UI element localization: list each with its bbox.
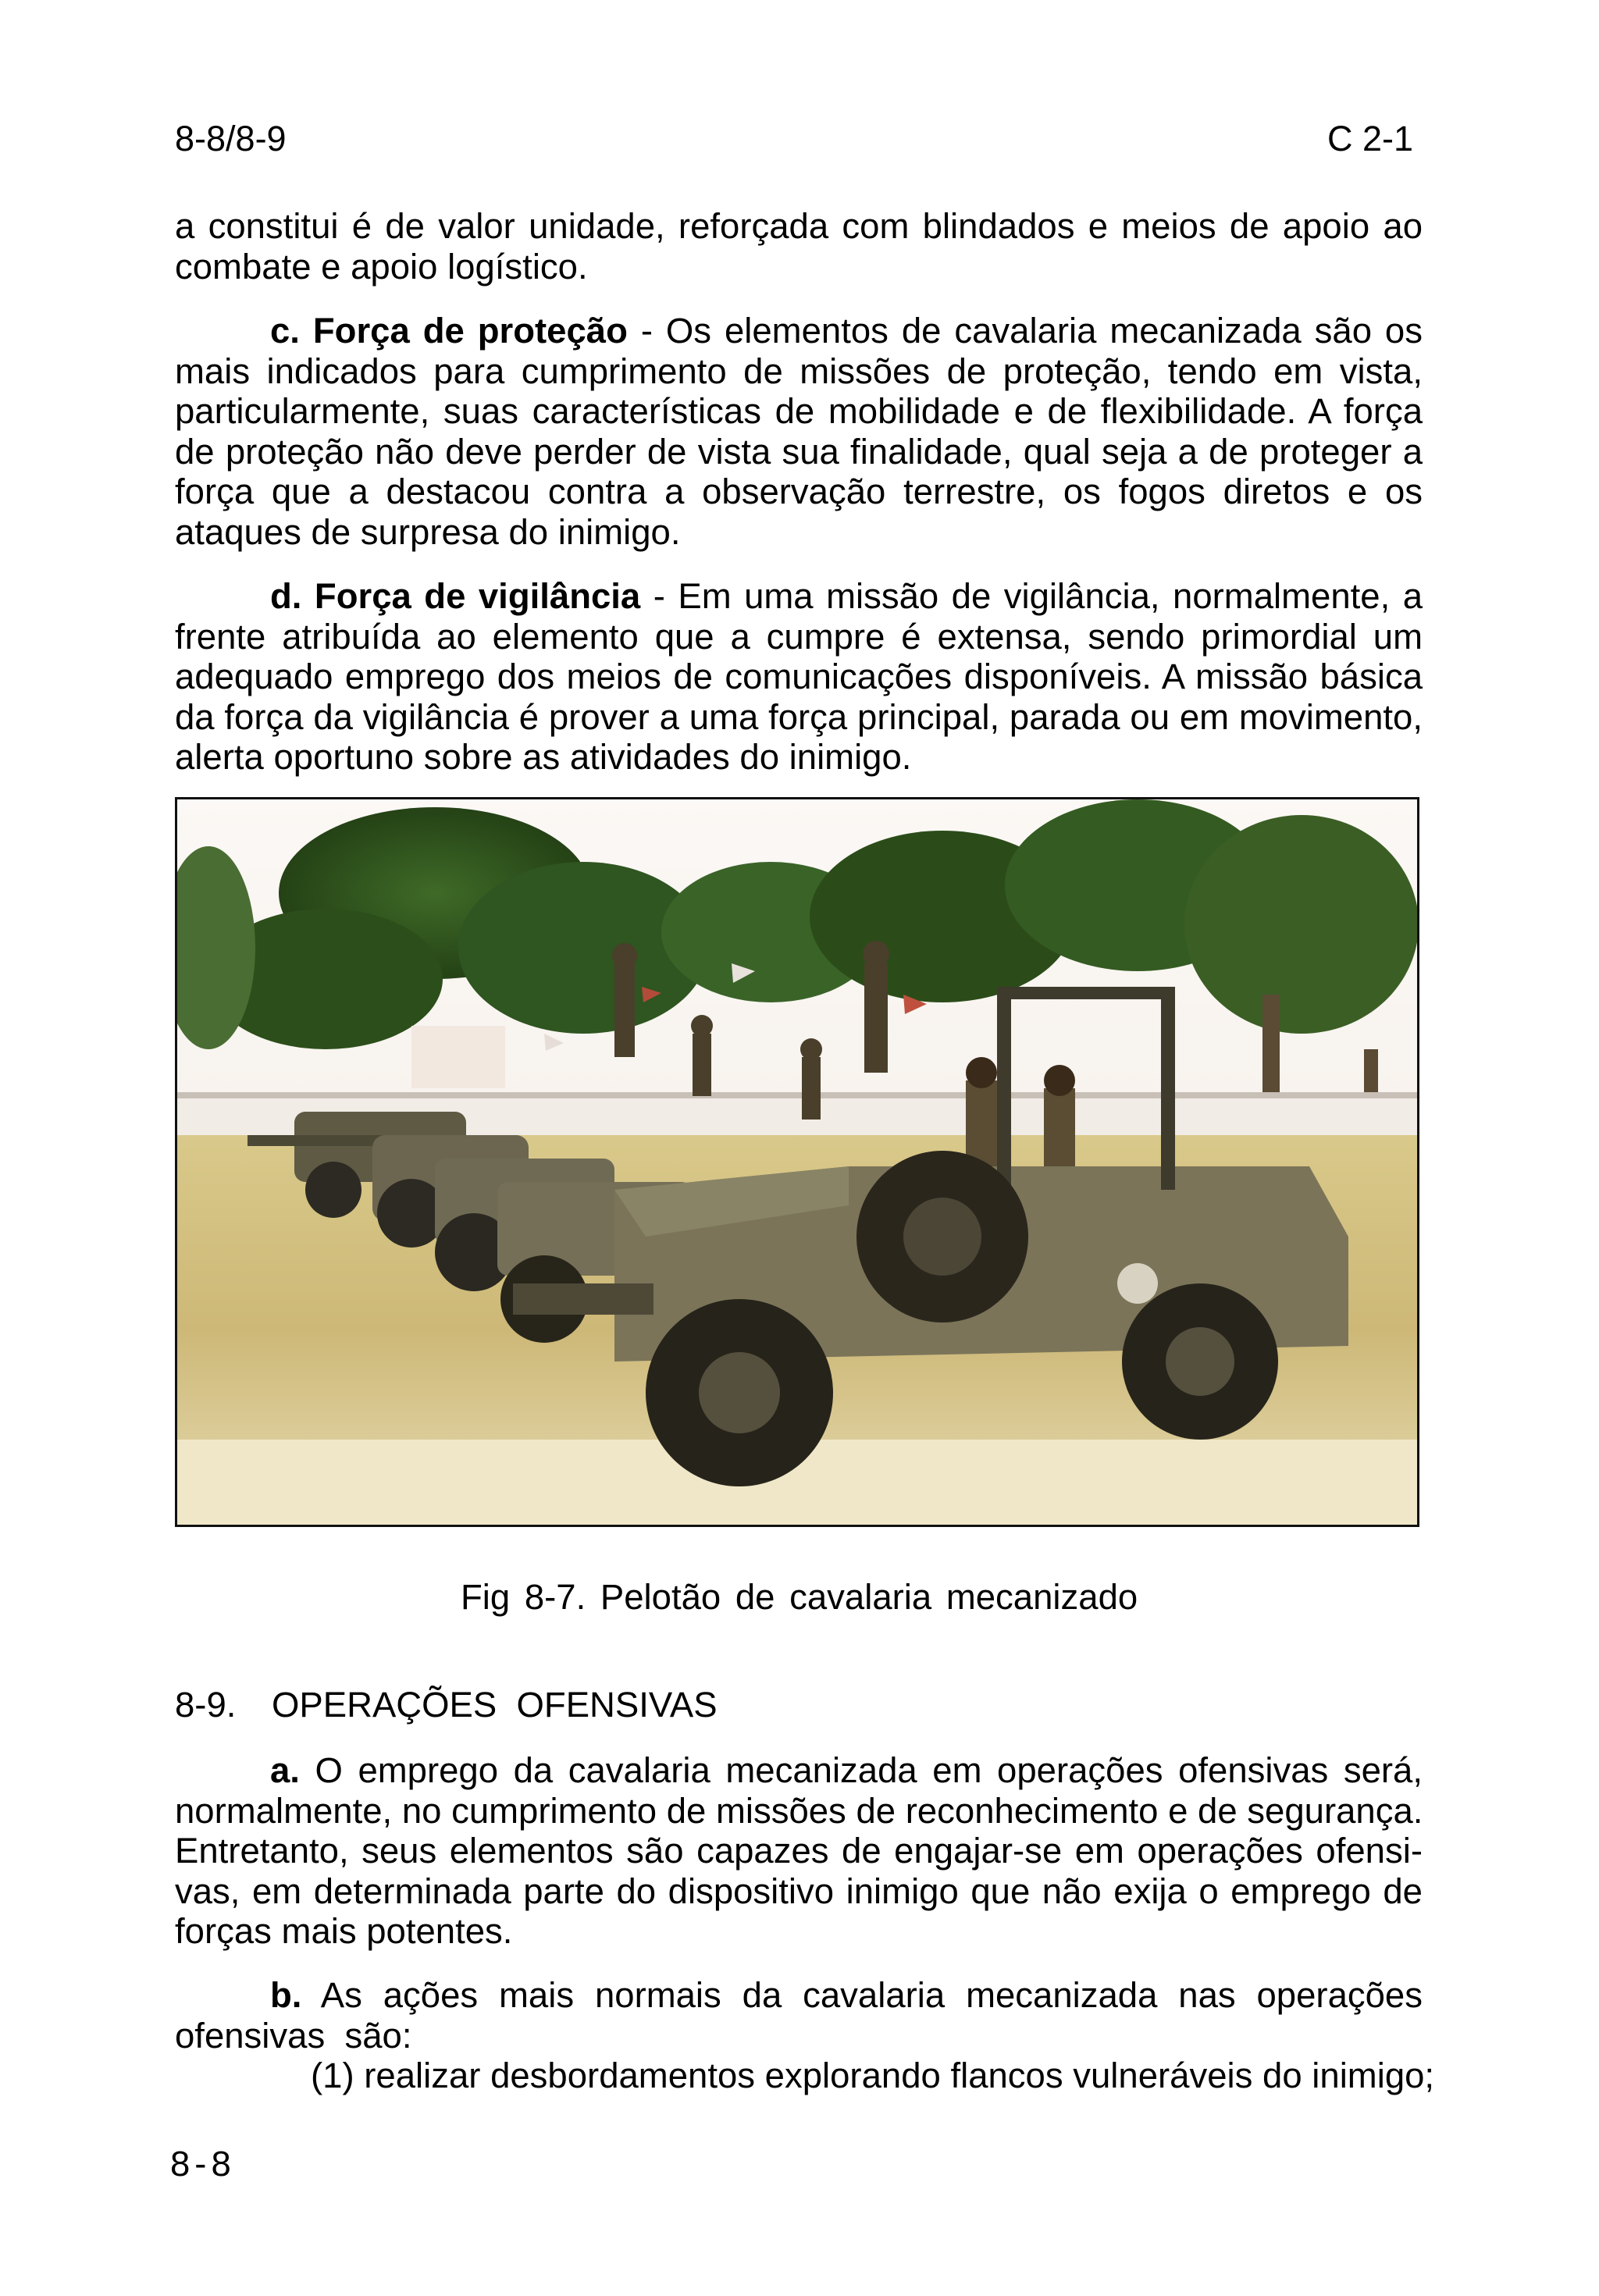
text-run: - Em uma missão de vigilância, normalmente, a: [640, 576, 1423, 616]
text-run: O emprego da cavalaria mecanizada em operações ofensivas será,: [299, 1750, 1423, 1790]
text-line: força que a destacou contra a observação terrestre, os fogos diretos e os: [175, 472, 1423, 511]
list-item: (1) realizar desbordamentos explorando flancos vulneráveis do inimigo;: [311, 2056, 1435, 2095]
page-number: 8-8: [170, 2144, 236, 2184]
figure-photo-frame: [175, 797, 1419, 1527]
paragraph-lead: d. Força de vigilância: [270, 576, 641, 616]
text-line: [175, 576, 1423, 617]
figure-caption: Fig 8-7. Pelotão de cavalaria mecanizado: [461, 1577, 1138, 1617]
paragraph-lead: a.: [270, 1750, 300, 1790]
text-line: adequado emprego dos meios de comunicações disponíveis. A missão básica: [175, 657, 1423, 696]
page-section-ref: 8-8/8-9: [175, 119, 287, 158]
paragraph-lead: c. Força de proteção: [270, 311, 628, 351]
text-run: As ações mais normais da cavalaria mecanizada nas operações: [301, 1975, 1423, 2015]
text-line: ataques de surpresa do inimigo.: [175, 511, 681, 552]
cavalry-platoon-photo: [177, 799, 1417, 1525]
text-line: frente atribuída ao elemento que a cumpre é extensa, sendo primordial um: [175, 616, 1423, 657]
paragraph-intro: [175, 206, 1423, 287]
text-line: a constitui é de valor unidade, reforçada com blindados e meios de apoio ao: [175, 206, 1423, 246]
paragraph-b: [175, 1975, 1435, 2096]
text-line: de proteção não deve perder de vista sua finalidade, qual seja a de proteger a: [175, 431, 1423, 472]
text-line: da força da vigilância é prover a uma força principal, parada ou em movimento,: [175, 696, 1423, 737]
text-line: normalmente, no cumprimento de missões de reconhecimento e de segurança.: [175, 1790, 1423, 1831]
text-line: alerta oportuno sobre as atividades do inimigo.: [175, 737, 912, 777]
text-line: mais indicados para cumprimento de missões de proteção, tendo em vista,: [175, 351, 1423, 391]
paragraph-forca-protecao: [175, 311, 1423, 552]
text-line: vas, em determinada parte do dispositivo inimigo que não exija o emprego de: [175, 1871, 1423, 1911]
text-line: forças mais potentes.: [175, 1911, 513, 1951]
text-line: ofensivas são:: [175, 2015, 412, 2056]
text-run: - Os elementos de cavalaria mecanizada são os: [627, 311, 1423, 351]
text-line: combate e apoio logístico.: [175, 246, 588, 287]
section-number: 8-9.: [175, 1685, 237, 1725]
text-line: Entretanto, seus elementos são capazes de engajar-se em operações ofensi-: [175, 1831, 1423, 1871]
text-line: [175, 1975, 1423, 2016]
manual-code: C 2-1: [1327, 119, 1414, 158]
text-line: [175, 311, 1423, 351]
paragraph-forca-vigilancia: [175, 576, 1423, 778]
text-line: [175, 1750, 1423, 1791]
text-line: particularmente, suas características de mobilidade e de flexibilidade. A força: [175, 391, 1423, 431]
paragraph-lead: b.: [270, 1975, 302, 2015]
paragraph-a: [175, 1750, 1423, 1952]
section-title: OPERAÇÕES OFENSIVAS: [272, 1685, 718, 1725]
